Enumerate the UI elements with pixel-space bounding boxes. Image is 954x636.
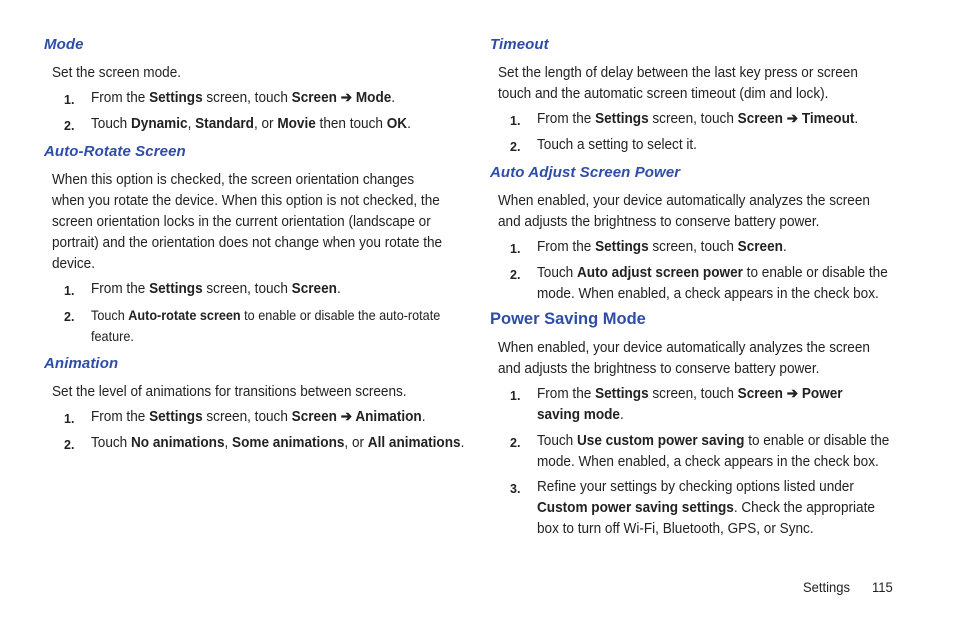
power-saving-heading: Power Saving Mode xyxy=(490,310,646,328)
step-text: From the Settings screen, touch Screen ➔ Power saving mode. xyxy=(537,386,843,423)
step-number: 1. xyxy=(510,389,521,403)
step-text: From the Settings screen, touch Screen ➔ Animation. xyxy=(91,409,426,425)
step-text: Touch Use custom power saving to enable or disable the mode. When enabled, a check appears in the check box. xyxy=(537,433,890,470)
step-text: Touch Dynamic, Standard, or Movie then touch OK. xyxy=(91,116,411,132)
step-number: 2. xyxy=(64,438,75,452)
step-number: 3. xyxy=(510,482,521,496)
step-text: From the Settings screen, touch Screen. xyxy=(537,239,787,255)
mode-description: Set the screen mode. xyxy=(52,65,182,81)
step-number: 1. xyxy=(64,93,75,107)
step-number: 2. xyxy=(510,436,521,450)
step-number: 2. xyxy=(64,119,75,133)
power-saving-description: When enabled, your device automatically analyzes the screen and adjusts the brightness to conserve battery power. xyxy=(498,340,870,377)
step-text: Touch a setting to select it. xyxy=(537,137,697,153)
auto-rotate-heading: Auto-Rotate Screen xyxy=(44,143,186,160)
animation-description: Set the level of animations for transitions between screens. xyxy=(52,384,407,400)
step-number: 1. xyxy=(64,412,75,426)
step-number: 2. xyxy=(510,268,521,282)
step-text: Touch Auto adjust screen power to enable or disable the mode. When enabled, a check appears in the check box. xyxy=(537,265,888,302)
step-text: Touch Auto-rotate screen to enable or disable the auto-rotate feature. xyxy=(91,308,441,344)
step-text: From the Settings screen, touch Screen ➔ Timeout. xyxy=(537,111,859,127)
step-text: Refine your settings by checking options listed under Custom power saving settings. Check the appropriate box to turn off Wi-Fi, Bluetooth, GPS, or Sync. xyxy=(537,479,875,537)
step-text: From the Settings screen, touch Screen ➔ Mode. xyxy=(91,90,396,106)
step-number: 1. xyxy=(64,284,75,298)
footer-section-name: Settings xyxy=(803,579,851,595)
footer-page-number: 115 xyxy=(872,579,893,595)
step-number: 1. xyxy=(510,242,521,256)
timeout-description: Set the length of delay between the last key press or screen touch and the automatic screen timeout (dim and lock). xyxy=(498,65,858,102)
step-number: 1. xyxy=(510,114,521,128)
step-text: Touch No animations, Some animations, or All animations. xyxy=(91,435,465,451)
step-number: 2. xyxy=(64,310,75,324)
auto-adjust-description: When enabled, your device automatically analyzes the screen and adjusts the brightness to conserve battery power. xyxy=(498,193,870,230)
mode-heading: Mode xyxy=(44,36,84,53)
animation-heading: Animation xyxy=(44,355,119,372)
step-number: 2. xyxy=(510,140,521,154)
timeout-heading: Timeout xyxy=(490,36,549,53)
auto-rotate-description: When this option is checked, the screen orientation changes when you rotate the device. When this option is not checked, the screen orientation locks in the current orientation (landscape or portrait) and the orientation does not change when you rotate the device. xyxy=(52,172,443,272)
auto-adjust-heading: Auto Adjust Screen Power xyxy=(490,164,681,181)
step-text: From the Settings screen, touch Screen. xyxy=(91,281,341,297)
